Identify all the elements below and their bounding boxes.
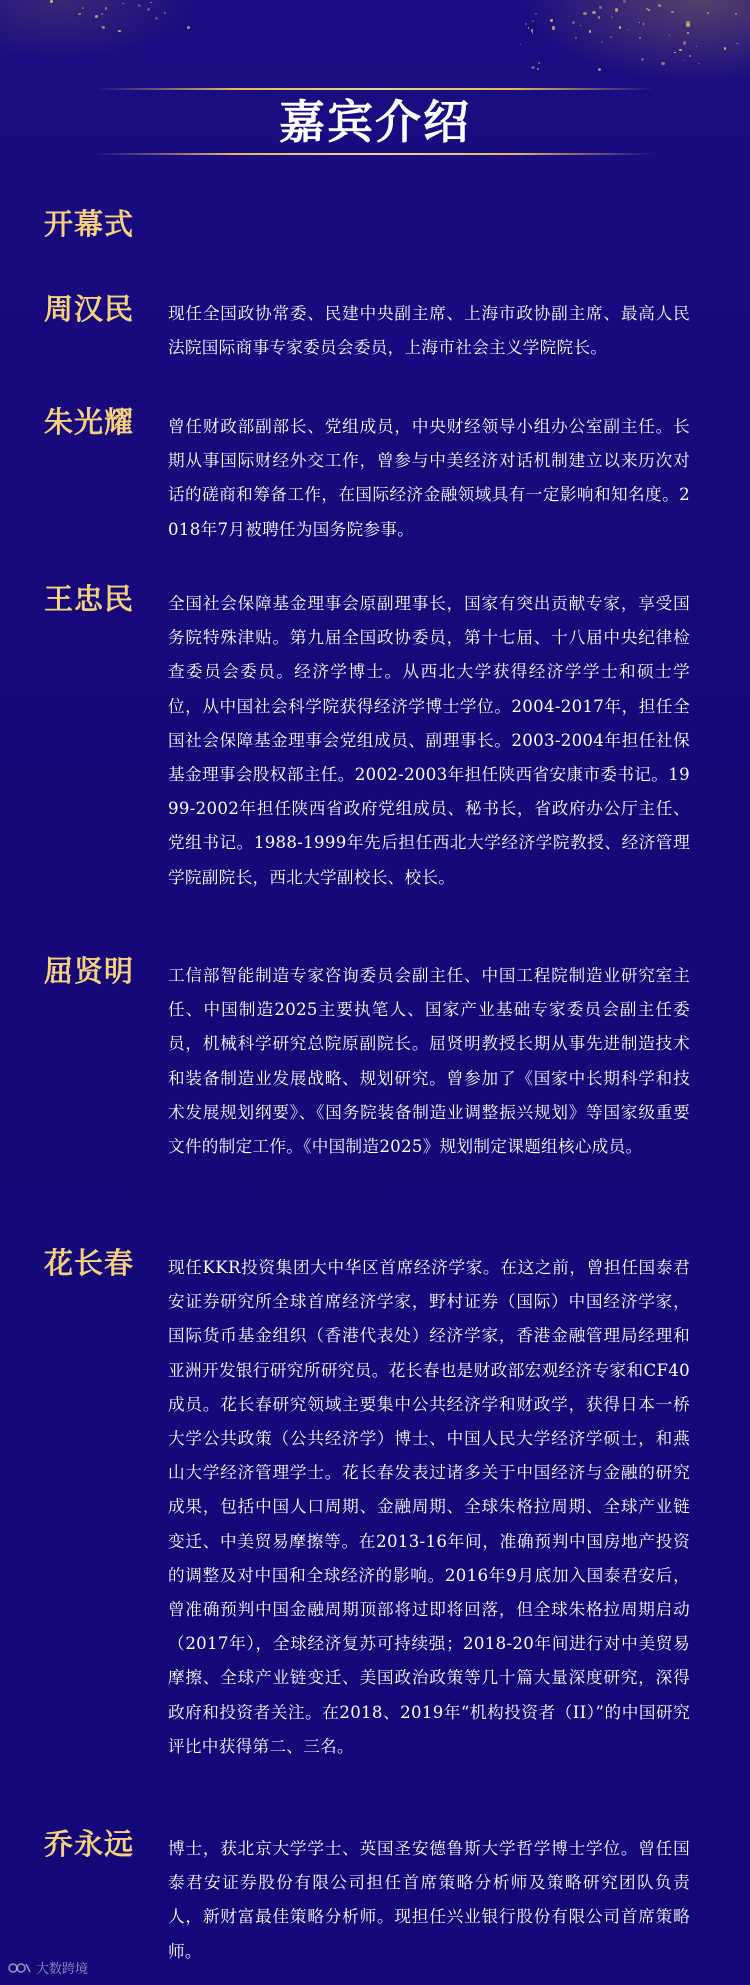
sparkle-dot (532, 20, 534, 22)
sparkle-dot (698, 63, 700, 65)
sparkle-dot (580, 25, 581, 26)
speaker-bio: 博士，获北京大学学士、英国圣安德鲁斯大学哲学博士学位。曾任国泰君安证券股份有限公司担任首席策略分析师及策略研究团队负责人，新财富最佳策略分析师。现担任兴业银行股份有限公司首席策略师。 (168, 1839, 690, 1961)
watermark-logo-icon (8, 1961, 32, 1975)
sparkle-dot (611, 16, 613, 18)
speaker-bio: 工信部智能制造专家咨询委员会副主任、中国工程院制造业研究室主任、中国制造2025主要执笔人、国家产业基础专家委员会副主任委员，机械科学研究总院原副院长。屈贤明教授长期从事先进制造技术和装备制造业发展战略、规划研究。曾参加了《国家中长期科学和技术发展规划纲要》、《国务院装备制造业调整振兴规划》等国家级重要文件的制定工作。《中国制造2025》规划制定课题组核心成员。 (168, 966, 690, 1157)
speaker-bio: 曾任财政部副部长、党组成员，中央财经领导小组办公室副主任。长期从事国际财经外交工作，曾参与中美经济对话机制建立以来历次对话的磋商和筹备工作，在国际经济金融领域具有一定影响和知名度。2018年7月被聘任为国务院参事。 (168, 417, 690, 539)
speaker-bio: 现任全国政协常委、民建中央副主席、上海市政协副主席、最高人民法院国际商事专家委员会委员，上海市社会主义学院院长。 (168, 304, 690, 358)
sparkle-dot (531, 66, 534, 69)
sparkle-dot (707, 12, 709, 14)
sparkle-dot (658, 4, 661, 7)
sparkle-dot (735, 13, 737, 15)
sparkle-dot (520, 44, 521, 45)
sparkle-dot (679, 49, 682, 52)
sparkle-dot (575, 37, 577, 39)
sparkle-dot (122, 3, 123, 4)
speaker-name: 乔永远 (44, 1827, 135, 1861)
page-title: 嘉宾介绍 (279, 95, 471, 149)
sparkle-dot (687, 32, 689, 34)
sparkle-dot (528, 27, 529, 28)
sparkle-dot (532, 32, 533, 33)
sparkle-dot (592, 11, 595, 14)
sparkle-dot (696, 46, 697, 47)
sparkle-dot (599, 6, 602, 9)
sparkle-dot (628, 29, 629, 30)
sparkle-dot (639, 37, 642, 40)
sparkle-dot (648, 9, 650, 11)
sparkle-dot (661, 62, 664, 65)
sparkle-dot (674, 52, 676, 54)
sparkle-dot (589, 30, 592, 33)
sparkle-dot (684, 60, 685, 61)
sparkle-dot (78, 13, 80, 15)
sparkle-dot (671, 11, 673, 13)
sparkle-dot (82, 7, 84, 9)
sparkle-dot (572, 21, 575, 24)
title-divider-top (95, 88, 655, 90)
sparkle-dot (619, 26, 621, 28)
sparkle-dot (641, 58, 644, 61)
sparkle-dot (669, 34, 670, 35)
sparkle-dot (683, 41, 686, 44)
sparkle-dot (50, 0, 53, 3)
watermark (8, 1958, 88, 1977)
speaker-bio: 全国社会保障基金理事会原副理事长，国家有突出贡献专家，享受国务院特殊津贴。第九届全国政协委员，第十七届、十八届中央纪律检查委员会委员。经济学博士。从西北大学获得经济学学士和硕士学位，从中国社会科学院获得经济学博士学位。2004-2017年，担任全国社会保障基金理事会党组成员、副理事长。2003-2004年担任社保基金理事会股权部主任。2002-2003年担任陕西省安康市委书记。1999-2002年担任陕西省政府党组成员、秘书长，省政府办公厅主任、党组书记。1988-1999年先后担任西北大学经济学院教授、经济管理学院副院长，西北大学副校长、校长。 (168, 594, 690, 887)
sparkle-dot (598, 16, 601, 19)
sparkle-dot (538, 62, 540, 64)
sparkle-dot (525, 23, 527, 25)
speaker-bio: 现任KKR投资集团大中华区首席经济学家。在这之前，曾担任国泰君安证券研究所全球首席经济学家，野村证券（国际）中国经济学家，国际货币基金组织（香港代表处）经济学家，香港金融管理局经理和亚洲开发银行研究所研究员。花长春也是财政部宏观经济专家和CF40成员。花长春研究领域主要集中公共经济学和财政学，获得日本一桥大学公共政策（公共经济学）博士、中国人民大学经济学硕士，和燕山大学经济管理学士。花长春发表过诸多关于中国经济与金融的研究成果，包括中国人口周期、金融周期、全球朱格拉周期、全球产业链变迁、中美贸易摩擦等。在2013-16年间，准确预判中国房地产投资的调整及对中国和全球经济的影响。2016年9月底加入国泰君安后，曾准确预判中国金融周期顶部将过即将回落，但全球朱格拉周期启动（2017年），全球经济复苏可持续强；2018-20年间进行对中美贸易摩擦、全球产业链变迁、美国政治政策等几十篇大量深度研究，深得政府和投资者关注。在2018、2019年“机构投资者（II）”的中国研究评比中获得第二、三名。 (168, 1258, 690, 1756)
sparkle-dot (583, 12, 586, 15)
speaker-name: 朱光耀 (44, 405, 135, 439)
sparkle-dot (552, 26, 555, 29)
sparkle-dot (164, 12, 165, 13)
sparkle-dot (531, 29, 534, 32)
sparkle-dot (150, 2, 152, 4)
sparkle-dot (118, 30, 121, 33)
sparkle-dot (639, 22, 640, 23)
sparkle-dot (615, 8, 618, 11)
sparkle-dot (623, 0, 626, 3)
speaker-name: 屈贤明 (44, 954, 135, 988)
sparkle-dot (535, 13, 537, 15)
speaker-name: 周汉民 (44, 292, 135, 326)
sparkle-dot (147, 8, 149, 10)
sparkle-dot (610, 36, 612, 38)
watermark-text: 大数跨境 (36, 1962, 89, 1977)
sparkle-dot (736, 43, 738, 45)
sparkle-dot (187, 26, 190, 29)
speaker-name: 花长春 (44, 1246, 135, 1280)
sparkle-dot (686, 21, 689, 24)
sparkle-dot (724, 47, 726, 49)
sparkle-dot (689, 55, 691, 57)
title-divider-bottom (95, 153, 655, 155)
sparkle-dot (95, 15, 98, 18)
speaker-name: 王忠民 (44, 582, 135, 616)
title-banner (0, 70, 750, 170)
section-heading-opening: 开幕式 (44, 207, 135, 241)
sparkle-dot (105, 7, 108, 10)
sparkle-dot (139, 5, 142, 8)
sparkle-dot (550, 19, 553, 22)
sparkle-dot (643, 23, 644, 24)
sparkle-dot (601, 41, 603, 43)
sparkle-dot (155, 17, 158, 20)
sparkle-dot (101, 13, 103, 15)
